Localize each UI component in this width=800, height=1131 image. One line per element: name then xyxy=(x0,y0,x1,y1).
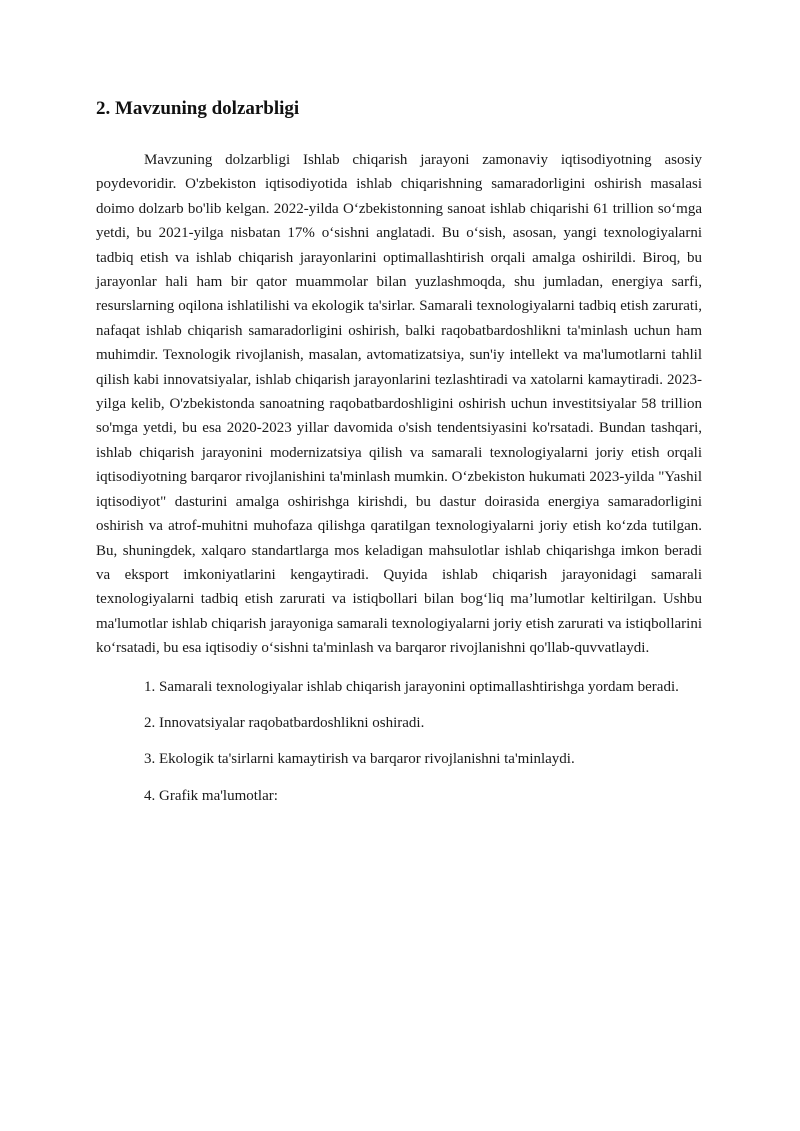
section-heading: 2. Mavzuning dolzarbligi xyxy=(96,98,300,119)
list-item-3: 3. Ekologik ta'sirlarni kamaytirish va barqaror rivojlanishni ta'minlaydi. xyxy=(144,751,575,768)
list-item-4: 4. Grafik ma'lumotlar: xyxy=(144,787,278,804)
document-body xyxy=(96,148,702,808)
list-item-2: 2. Innovatsiyalar raqobatbardoshlikni oshiradi. xyxy=(144,714,425,731)
main-paragraph: Mavzuning dolzarbligi Ishlab chiqarish jarayoni zamonaviy iqtisodiyotning asosiy poydevoridir. O'zbekiston iqtisodiyotida ishlab chiqarishning samaradorligini oshirish masalasi doimo dolzarb bo'lib kelgan. 2022-yilda O‘zbekistonning sanoat ishlab chiqarishi 61 trillion so‘mga yetdi, bu 2021-yilga nisbatan 17% o‘sishni anglatadi. Bu o‘sish, asosan, yangi texnologiyalarni tadbiq etish va ishlab chiqarish jarayonlarini optimallashtirish orqali amalga oshirildi. Biroq, bu jarayonlar hali ham bir qator muammolar bilan yuzlashmoqda, shu jumladan, energiya sarfi, resurslarning oqilona ishlatilishi va ekologik ta'sirlar. Samarali texnologiyalarni tadbiq etish zarurati, nafaqat ishlab chiqarish samaradorligini oshirish, balki raqobatbardoshlikni ta'minlash uchun ham muhimdir. Texnologik rivojlanish, masalan, avtomatizatsiya, sun'iy intellekt va ma'lumotlarni tahlil qilish kabi innovatsiyalar, ishlab chiqarish jarayonlarini tezlashtiradi va xatolarni kamaytiradi. 2023-yilga kelib, O'zbekistonda sanoatning raqobatbardoshligini oshirish uchun investitsiyalar 58 trillion so'mga yetdi, bu esa 2020-2023 yillar davomida o'sish tendentsiyasini ko'rsatadi. Bundan tashqari, ishlab chiqarish jarayonini modernizatsiya qilish va samarali texnologiyalarni joriy etish orqali iqtisodiyotning barqaror rivojlanishini ta'minlash mumkin. O‘zbekiston hukumati 2023-yilda "Yashil iqtisodiyot" dasturini amalga oshirishga kirishdi, bu dastur doirasida energiya samaradorligini oshirish va atrof-muhitni muhofaza qilishga qaratilgan texnologiyalarni joriy etish ko‘zda tutilgan. Bu, shuningdek, xalqaro standartlarga mos keladigan mahsulotlar ishlab chiqarishga imkon beradi va eksport imkoniyatlarini kengaytiradi. Quyida ishlab chiqarish jarayonidagi samarali texnologiyalarni tadbiq etish zarurati va istiqbollari bilan bog‘liq ma’lumotlar keltirilgan. Ushbu ma'lumotlar ishlab chiqarish jarayoniga samarali texnologiyalarni joriy etish zarurati va istiqbollarini ko‘rsatadi, bu esa iqtisodiy o‘sishni ta'minlash va barqaror rivojlanishni qo'llab-quvvatlaydi. xyxy=(96,152,702,657)
list-item-1: 1. Samarali texnologiyalar ishlab chiqarish jarayonini optimallashtirishga yordam beradi. xyxy=(144,678,679,695)
